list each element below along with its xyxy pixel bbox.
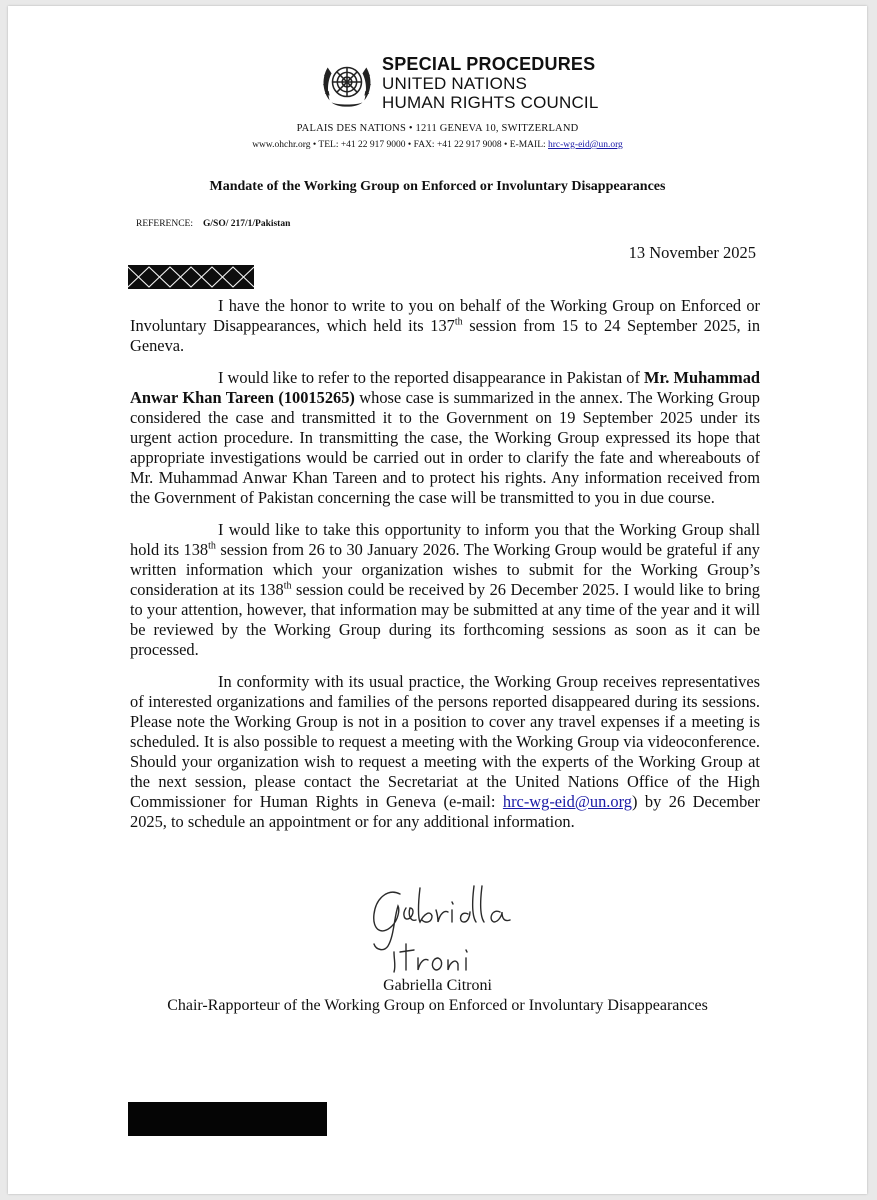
handwritten-signature xyxy=(348,874,538,979)
redacted-recipient xyxy=(128,265,254,289)
paragraph-3: I would like to take this opportunity to inform you that the Working Group shall hold its 138th session from 26 to 30 January 2026. The Working Group would be grateful if any written information which your organization wishes to submit for the Working Group’s consideration at its 138th session could be received by 26 December 2025. I would like to bring to your attention, however, that information may be submitted at any time of the year and it will be reviewed by the Working Group during its forthcoming sessions as soon as it can be processed. xyxy=(130,520,760,659)
contact-email-link[interactable]: hrc-wg-eid@un.org xyxy=(548,140,623,150)
signatory-title: Chair-Rapporteur of the Working Group on Enforced or Involuntary Disappearances xyxy=(167,997,708,1014)
org-council: HUMAN RIGHTS COUNCIL xyxy=(382,92,599,112)
email-link[interactable]: hrc-wg-eid@un.org xyxy=(502,792,632,811)
letter-body xyxy=(130,296,760,844)
org-title: SPECIAL PROCEDURES xyxy=(382,53,596,74)
missing-person-name: Mr. Muhammad Anwar Khan Tareen (10015265) xyxy=(130,368,760,407)
mandate-heading: Mandate of the Working Group on Enforced or Involuntary Disappearances xyxy=(209,179,666,194)
signatory-name: Gabriella Citroni xyxy=(383,977,492,994)
reference-line xyxy=(136,219,290,229)
letter-page xyxy=(8,6,867,1194)
letterhead xyxy=(318,54,599,112)
signatory-block xyxy=(8,976,867,1016)
postal-address: PALAIS DES NATIONS • 1211 GENEVA 10, SWITZERLAND xyxy=(296,123,579,134)
paragraph-1: I have the honor to write to you on behalf of the Working Group on Enforced or Involuntary Disappearances, which held its 137th session from 15 to 24 September 2025, in Geneva. xyxy=(130,296,761,355)
letter-date: 13 November 2025 xyxy=(628,243,756,262)
org-name: UNITED NATIONS xyxy=(382,73,528,93)
redacted-footer xyxy=(128,1102,327,1136)
paragraph-2: I would like to refer to the reported disappearance in Pakistan of Mr. Muhammad Anwar Khan Tareen (10015265) whose case is summarized in the annex. The Working Group considered the case and transmitted it to the Government on 19 September 2025 under its urgent action procedure. In transmitting the case, the Working Group expressed its hope that appropriate investigations would be carried out in order to clarify the fate and whereabouts of Mr. Muhammad Anwar Khan Tareen and to protect his rights. Any information received from the Government of Pakistan concerning the case will be transmitted to you in due course. xyxy=(130,368,760,507)
reference-label: REFERENCE: xyxy=(136,219,194,229)
un-emblem-icon xyxy=(318,54,376,112)
contact-details: www.ohchr.org • TEL: +41 22 917 9000 • FAX: +41 22 917 9008 • E-MAIL: xyxy=(252,140,549,150)
paragraph-4: In conformity with its usual practice, the Working Group receives representatives of interested organizations and families of the persons reported disappeared during its sessions. Please note the Working Group is not in a position to cover any travel expenses if a meeting is scheduled. It is also possible to request a meeting with the Working Group via videoconference. Should your organization wish to request a meeting with the experts of the Working Group at the next session, please contact the Secretariat at the United Nations Office of the High Commissioner for Human Rights in Geneva (e-mail: hrc-wg-eid@un.org) by 26 December 2025, to schedule an appointment or for any additional information. xyxy=(130,672,761,831)
contact-line xyxy=(8,140,867,150)
reference-value: G/SO/ 217/1/Pakistan xyxy=(203,219,291,229)
